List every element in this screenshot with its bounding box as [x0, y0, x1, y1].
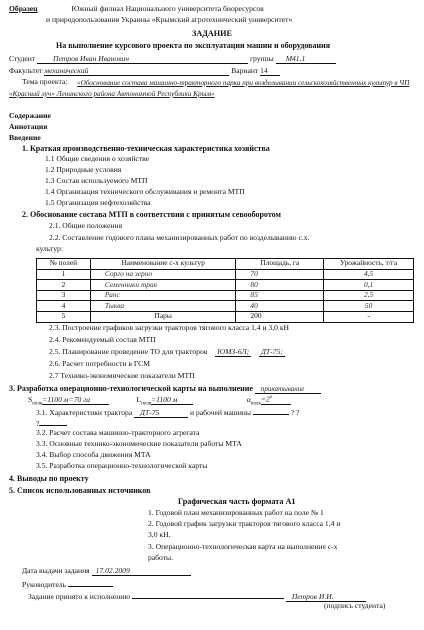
university-line-2: и природопользования Украины «Крымский агротехнический университет»: [46, 15, 293, 24]
section-3-item: 3.3. Основные технико-экономические показатели работы МТА: [36, 439, 242, 448]
crop-name-cell: Рапс: [90, 290, 236, 301]
crop-name-cell: Пары: [90, 311, 236, 322]
accepted-blank: [132, 591, 284, 599]
yield-cell: -: [324, 311, 414, 322]
section-3-item: 3.5. Разработка операционно-технологической карты: [36, 461, 208, 470]
machine-text: и рабочей машины: [190, 407, 251, 417]
supervisor-row: [22, 579, 113, 590]
area-value-placeholder: =1100 м: [42, 394, 69, 404]
section-3-title: 3. Разработка операционно-технологической карты на выполнение: [9, 384, 253, 393]
group-label: группы: [249, 54, 274, 63]
section-3-item: 3.4. Выбор способа движения МТА: [36, 450, 151, 459]
issue-date-value: 17.02.2009: [92, 567, 191, 576]
graphic-item: 3. Операционно-технологическая карта на выполнение с-х: [148, 542, 338, 551]
tractor-1-fill: ЮМЗ-6Л;: [217, 347, 250, 356]
tractor-2-fill: ДТ-75;: [261, 347, 283, 356]
section-5-title: 5. Список использованных источников: [9, 486, 151, 495]
length-param: $L_{поля}=1100$ м: [136, 395, 193, 404]
field-number-cell: 3: [37, 290, 91, 301]
section-2-title: 2. Обоснование состава МТП в соответствии с принятым севооборотом: [22, 210, 281, 219]
crop-name-cell: Сорго на зерно: [90, 269, 236, 280]
area-cell: 85: [236, 290, 324, 301]
section-3-item: 3.2. Расчет состава машинно-тракторного агрегата: [36, 428, 200, 437]
issue-date-label: Дата выдачи задания: [22, 566, 90, 575]
table-header-cell: № полей: [37, 259, 91, 270]
section-3-item-31: [36, 407, 299, 418]
crop-table: [36, 258, 414, 323]
page-subtitle: На выполнение курсового проекта по эксплуатации машин и оборудования: [56, 41, 331, 50]
faculty-label: Факультет: [9, 66, 43, 75]
topic-label: Тема проекта:: [22, 77, 68, 86]
table-row: [37, 290, 414, 301]
student-label: Студент: [9, 54, 36, 63]
area-cell: 200: [236, 311, 324, 322]
accepted-label: Задание принято к исполнению: [28, 591, 131, 601]
student-name: Петров Иван Иванович: [37, 55, 248, 64]
faculty-value: механический: [44, 67, 229, 76]
area-cell: 40: [236, 301, 324, 312]
question-blank: [39, 418, 67, 426]
table-header-cell: Урожайность, т/га: [324, 259, 414, 270]
section-2-item: культур:: [36, 244, 63, 253]
supervisor-label: Руководитель: [22, 579, 67, 589]
graphic-item: работы.: [148, 553, 174, 562]
sample-label: Образец: [9, 4, 38, 13]
issue-date-row: [22, 567, 191, 576]
question-marks: ? ?: [290, 407, 300, 417]
section-3-title-row: [9, 384, 321, 394]
operation-fill: прикатывание: [255, 386, 321, 394]
to-planning-text: 2.5. Планирование проведение ТО для тракторов: [49, 347, 208, 356]
area-cell: 70: [236, 269, 324, 280]
faculty-row: [9, 67, 280, 76]
section-2-item: 2.7 Технико-экономические показатели МТП: [49, 371, 195, 380]
machine-blank: [253, 407, 289, 415]
annotation-heading: Аннотация: [9, 122, 48, 131]
variant-value: 14: [260, 67, 280, 76]
field-number-cell: 5: [37, 311, 91, 322]
supervisor-blank: [68, 579, 113, 587]
contents-heading: Содержание: [9, 111, 51, 120]
graphic-title: Графическая часть формата А1: [178, 497, 296, 506]
field-params-row: [28, 395, 291, 407]
section-1-item: 1.2 Природные условия: [45, 165, 122, 174]
header-line-1: [9, 5, 264, 14]
field-number-cell: 1: [37, 269, 91, 280]
table-row: [37, 311, 414, 322]
accepted-row: [28, 591, 366, 602]
section-1-item: 1.4 Организация технического обслуживания и ремонта МТП: [45, 187, 245, 196]
area-cell: 80: [236, 280, 324, 291]
table-row: [37, 301, 414, 312]
section-1-item: 1.5 Организация нефтехозяйства: [45, 198, 151, 207]
crop-name-cell: Тыква: [90, 301, 236, 312]
field-number-cell: 4: [37, 301, 91, 312]
topic-value: «Обоснование состава машинно-тракторного парка при возделывании сельскохозяйственных культур в ЧП «Красный луч» Ленинского района Автономной Республики Крым»: [9, 79, 410, 98]
student-signature: Петров И.И.: [286, 593, 366, 602]
graphic-item: 3,0 кН.: [148, 530, 171, 539]
slope-param: $\alpha_{поля}=2^о$: [247, 395, 291, 404]
page-title: ЗАДАНИЕ: [192, 29, 232, 38]
section-4-title: 4. Выводы по проекту: [9, 474, 89, 483]
yield-cell: 2,5: [324, 290, 414, 301]
yield-cell: 4,5: [324, 269, 414, 280]
area-param: $S_{поля}=1100$ м=70 га: [28, 395, 109, 404]
signature-caption: (подпись студента): [324, 601, 386, 610]
intro-heading: Введение: [9, 133, 41, 142]
section-2-item: 2.2. Составление годового плана механизированных работ по возделыванию с.х.: [49, 233, 310, 242]
section-2-item-to: [49, 348, 285, 357]
table-row: [37, 269, 414, 280]
graphic-item: 1. Годовой план механизированных работ на поле № 1: [148, 508, 324, 517]
section-2-item: 2.4. Рекомендуемый состав МТП: [49, 335, 156, 344]
table-header-cell: Наименование с-х культур: [90, 259, 236, 270]
section-1-item: 1.3 Состав используемого МТП: [45, 176, 148, 185]
question-mark: ?: [36, 418, 40, 428]
crop-name-cell: Семенники трав: [90, 280, 236, 291]
student-row: [9, 55, 336, 64]
variant-label: Вариант: [231, 66, 259, 75]
group-value: М41.1: [276, 55, 336, 64]
tractor-fill: ДТ-75: [134, 409, 188, 418]
section-2-item: 2.6. Расчет потребности в ГСМ: [49, 359, 151, 368]
section-1-item: 1.1 Общие сведения о хозяйстве: [45, 154, 150, 163]
section-1-title: 1. Краткая производственно-техническая характеристика хозяйства: [22, 144, 270, 153]
yield-cell: 0,1: [324, 280, 414, 291]
section-2-item: 2.3. Построение графиков загрузки тракторов тягового класса 1,4 и 3,0 кН: [49, 323, 289, 332]
university-line-1: Южный филиал Национального университета биоресурсов: [71, 4, 264, 13]
section-2-item: 2.1. Общие положения: [49, 221, 123, 230]
table-row: [37, 280, 414, 291]
field-number-cell: 2: [37, 280, 91, 291]
tractor-characteristics-text: 3.1. Характеристики трактора: [36, 407, 133, 417]
graphic-item: 2. Годовой график загрузки тракторов тягового класса 1,4 и: [148, 519, 341, 528]
yield-cell: 50: [324, 301, 414, 312]
table-header-cell: Площадь, га: [236, 259, 324, 270]
crop-table-header: [37, 259, 414, 270]
